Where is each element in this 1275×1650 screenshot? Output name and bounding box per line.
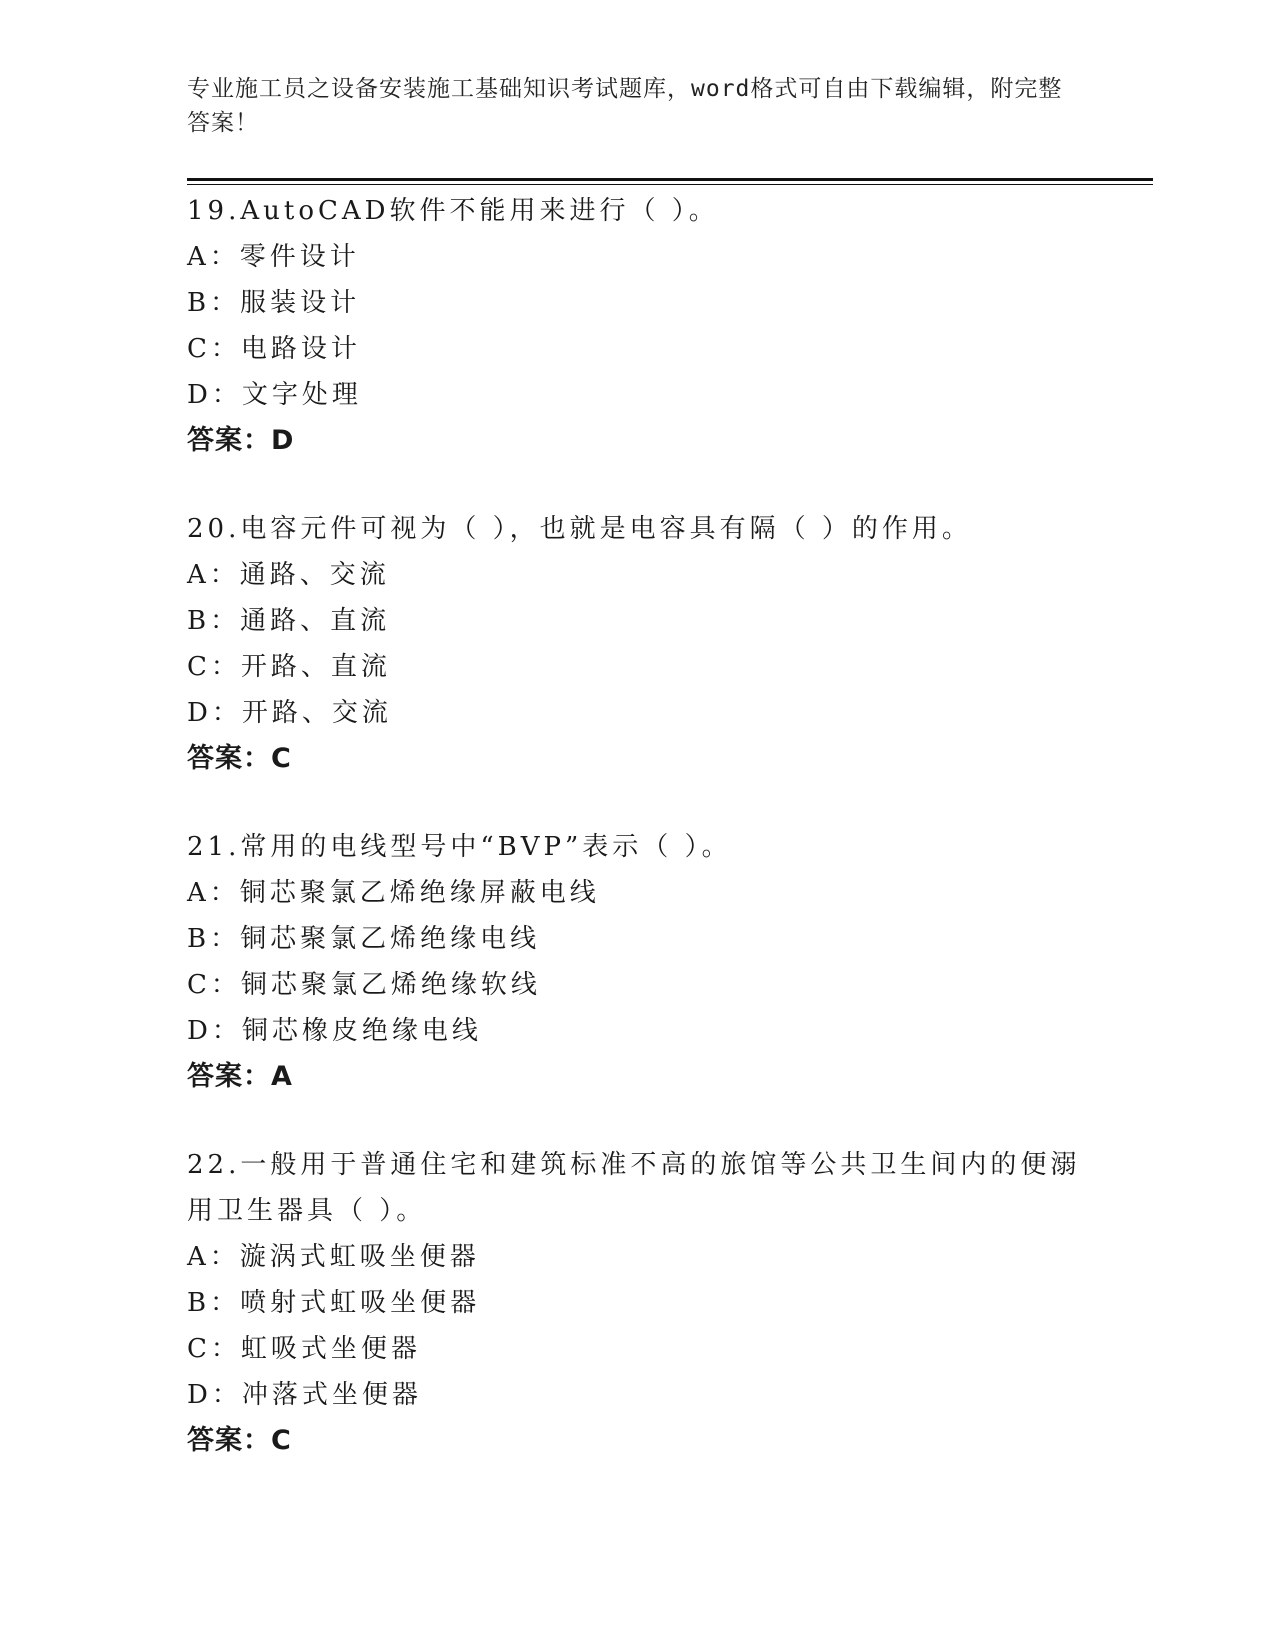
option-b: B：服装设计 [187,288,361,318]
question-text: 21.常用的电线型号中“BVP”表示（ ）。 [187,832,732,862]
question-21 [187,824,1087,1100]
question-text: 22.一般用于普通住宅和建筑标准不高的旅馆等公共卫生间内的便溺用卫生器具（ ）。 [187,1150,1081,1226]
header-rule-thin [187,184,1153,185]
option-b: B：通路、直流 [187,606,391,636]
option-c: C：电路设计 [187,334,361,364]
question-19 [187,188,1087,464]
option-c: C：铜芯聚氯乙烯绝缘软线 [187,970,541,1000]
answer-label: 答案：C [187,743,292,774]
option-d: D：文字处理 [187,380,362,410]
header-rule-thick [187,178,1153,181]
answer-label: 答案：D [187,425,295,456]
option-a: A：铜芯聚氯乙烯绝缘屏蔽电线 [187,878,600,908]
option-b: B：铜芯聚氯乙烯绝缘电线 [187,924,541,954]
document-header: 专业施工员之设备安装施工基础知识考试题库，word格式可自由下载编辑，附完整答案！ [187,76,1063,136]
question-22 [187,1142,1087,1464]
option-a: A：零件设计 [187,242,360,272]
option-a: A：通路、交流 [187,560,390,590]
answer-label: 答案：C [187,1425,292,1456]
option-c: C：开路、直流 [187,652,391,682]
question-text: 19.AutoCAD软件不能用来进行（ ）。 [187,196,719,226]
question-20 [187,506,1087,782]
answer-label: 答案：A [187,1061,293,1092]
option-c: C：虹吸式坐便器 [187,1334,421,1364]
option-b: B：喷射式虹吸坐便器 [187,1288,481,1318]
option-d: D：冲落式坐便器 [187,1380,422,1410]
option-d: D：铜芯橡皮绝缘电线 [187,1016,482,1046]
option-a: A：漩涡式虹吸坐便器 [187,1242,480,1272]
question-text: 20.电容元件可视为（ ），也就是电容具有隔（ ）的作用。 [187,514,972,544]
option-d: D：开路、交流 [187,698,392,728]
